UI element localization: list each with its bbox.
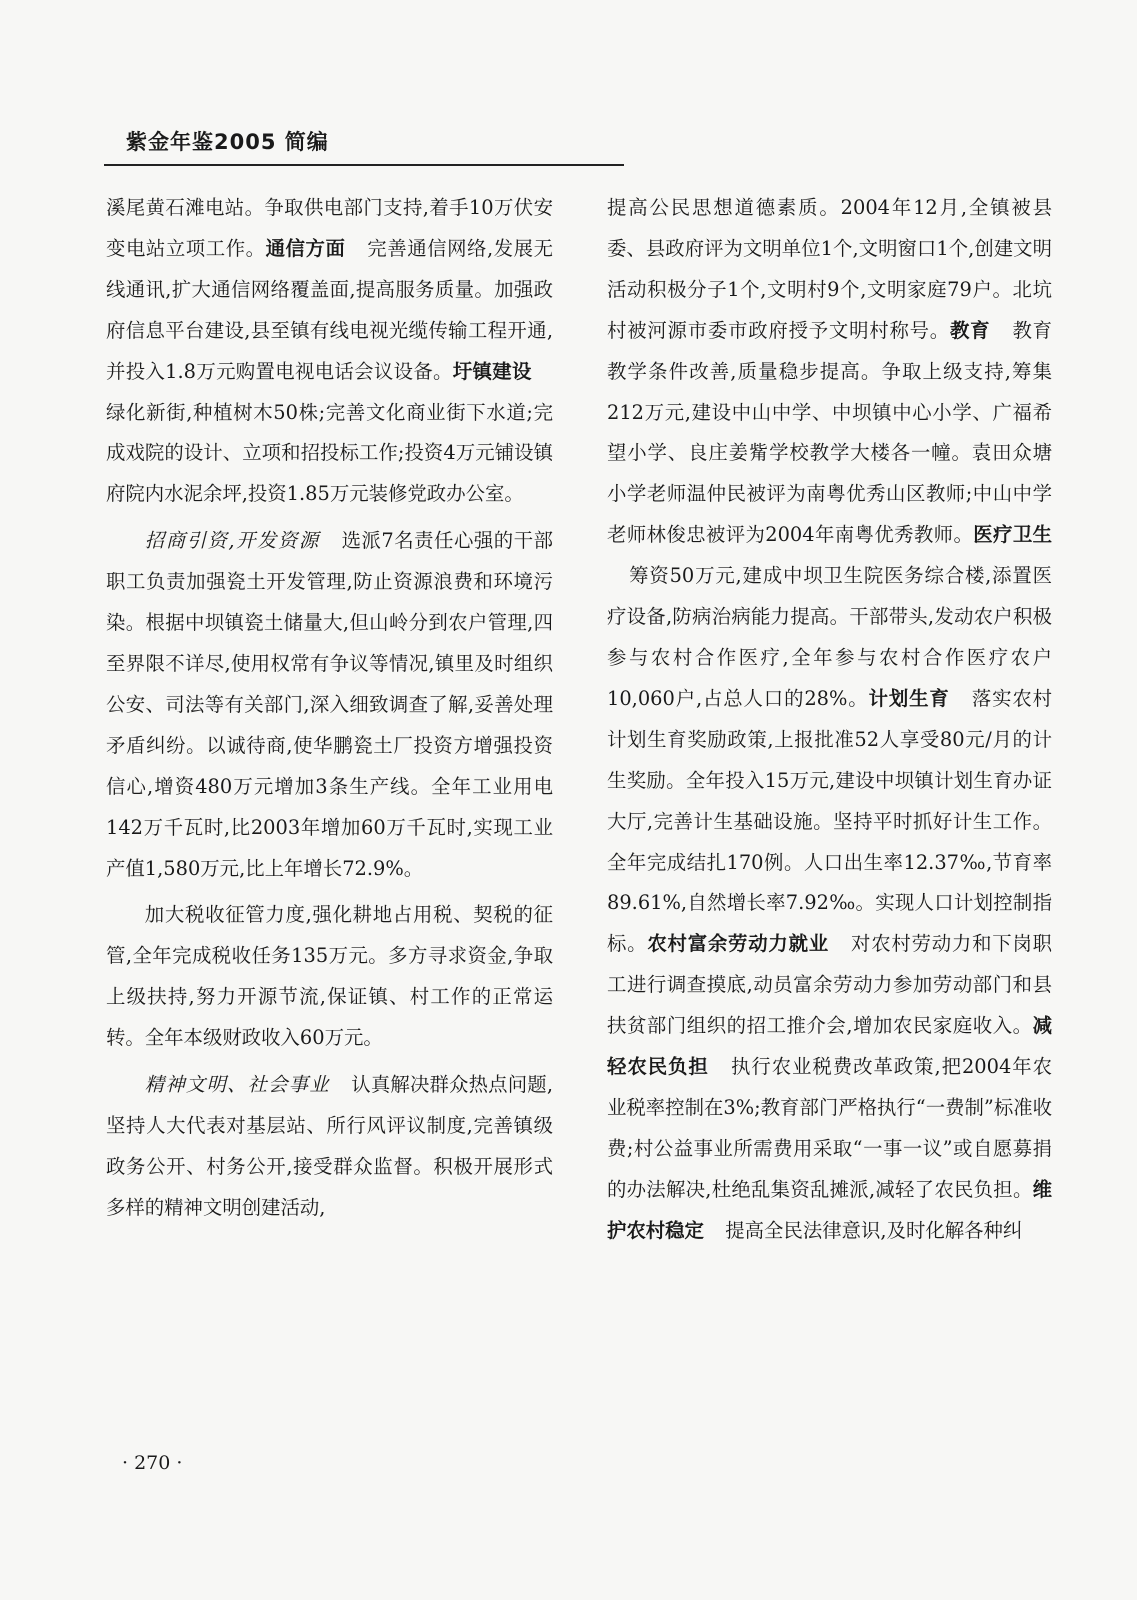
paragraph [106, 1065, 553, 1229]
topic-heading: 精神文明、社会事业 [144, 1073, 330, 1097]
body-text: 执行农业税费改革政策,把2004年农业税率控制在3%;教育部门严格执行“一费制”标准收费;村公益事业所需费用采取“一事一议”或自愿募捐的办法解决,杜绝乱集资乱摊派,减轻了农民负担。 [607, 1055, 1052, 1201]
page-number: · 270 · [122, 1452, 183, 1474]
paragraph [106, 895, 553, 1059]
paragraph [106, 188, 553, 515]
body-text: 提高公民思想道德素质。2004年12月,全镇被县委、县政府评为文明单位1个,文明窗口1个,创建文明活动积极分子1个,文明村9个,文明家庭79户。北坑村被河源市委市政府授予文明村称号。 [607, 196, 1052, 342]
body-text: 选派7名责任心强的干部职工负责加强瓷土开发管理,防止资源浪费和环境污染。根据中坝镇瓷土储量大,但山岭分到农户管理,四至界限不详尽,使用权常有争议等情况,镇里及时组织公安、司法等有关部门,深入细致调查了解,妥善处理矛盾纠纷。以诚待商,使华鹏瓷土厂投资方增强投资信心,增资480万元增加3条生产线。全年工业用电142万千瓦时,比2003年增加60万千瓦时,实现工业产值1,580万元,比上年增长72.9%。 [106, 529, 553, 880]
body-text: 认真解决群众热点问题,坚持人大代表对基层站、所行风评议制度,完善镇级政务公开、村务公开,接受群众监督。积极开展形式多样的精神文明创建活动, [106, 1073, 553, 1219]
paragraph [106, 521, 553, 889]
running-header [104, 126, 624, 166]
body-text: 加大税收征管力度,强化耕地占用税、契税的征管,全年完成税收任务135万元。多方寻求资金,争取上级扶持,努力开源节流,保证镇、村工作的正常运转。全年本级财政收入60万元。 [106, 903, 553, 1050]
body-text: 溪尾黄石滩电站。争取供电部门支持,着手10万伏安变电站立项工作。 [106, 196, 553, 260]
header-title: 紫金年鉴2005 简编 [126, 130, 329, 154]
body-text: 绿化新街,种植树木50株;完善文化商业街下水道;完成戏院的设计、立项和招投标工作;投资4万元铺设镇府院内水泥余坪,投资1.85万元装修党政办公室。 [106, 400, 553, 506]
right-column [607, 188, 1052, 1252]
section-heading: 医疗卫生 [973, 523, 1053, 547]
section-heading: 农村富余劳动力就业 [647, 932, 829, 956]
body-text: 完善通信网络,发展无线通讯,扩大通信网络覆盖面,提高服务质量。加强政府信息平台建设,县至镇有线电视光缆传输工程开通,并投入1.8万元购置电视电话会议设备。 [106, 236, 554, 383]
paragraph [607, 188, 1052, 1252]
topic-heading: 招商引资,开发资源 [144, 529, 320, 553]
section-heading: 圩镇建设 [452, 359, 532, 383]
body-text: 对农村劳动力和下岗职工进行调查摸底,动员富余劳动力参加劳动部门和县扶贫部门组织的招工推介会,增加农民家庭收入。 [607, 932, 1053, 1038]
body-text: 教育教学条件改善,质量稳步提高。争取上级支持,筹集212万元,建设中山中学、中坝镇中心小学、广福希望小学、良庄姜觜学校教学大楼各一幢。袁田众塘小学老师温仲民被评为南粤优秀山区教师;中山中学老师林俊忠被评为2004年南粤优秀教师。 [607, 318, 1053, 547]
section-heading: 计划生育 [868, 686, 950, 710]
left-column [106, 188, 553, 1229]
body-text: 筹资50万元,建成中坝卫生院医务综合楼,添置医疗设备,防病治病能力提高。干部带头,发动农户积极参与农村合作医疗,全年参与农村合作医疗农户10,060户,占总人口的28%。 [607, 564, 1052, 710]
body-text: 落实农村计划生育奖励政策,上报批准52人享受80元/月的计生奖励。全年投入15万元,建设中坝镇计划生育办证大厅,完善计生基础设施。坚持平时抓好计生工作。全年完成结扎170例。人口出生率12.37‰,节育率89.61%,自然增长率7.92‰。实现人口计划控制指标。 [607, 686, 1053, 956]
body-text: 提高全民法律意识,及时化解各种纠 [725, 1218, 1023, 1242]
section-heading: 通信方面 [265, 236, 346, 260]
section-heading: 维护农村稳定 [607, 1177, 1052, 1242]
section-heading: 减轻农民负担 [607, 1014, 1052, 1079]
section-heading: 教育 [949, 318, 991, 342]
